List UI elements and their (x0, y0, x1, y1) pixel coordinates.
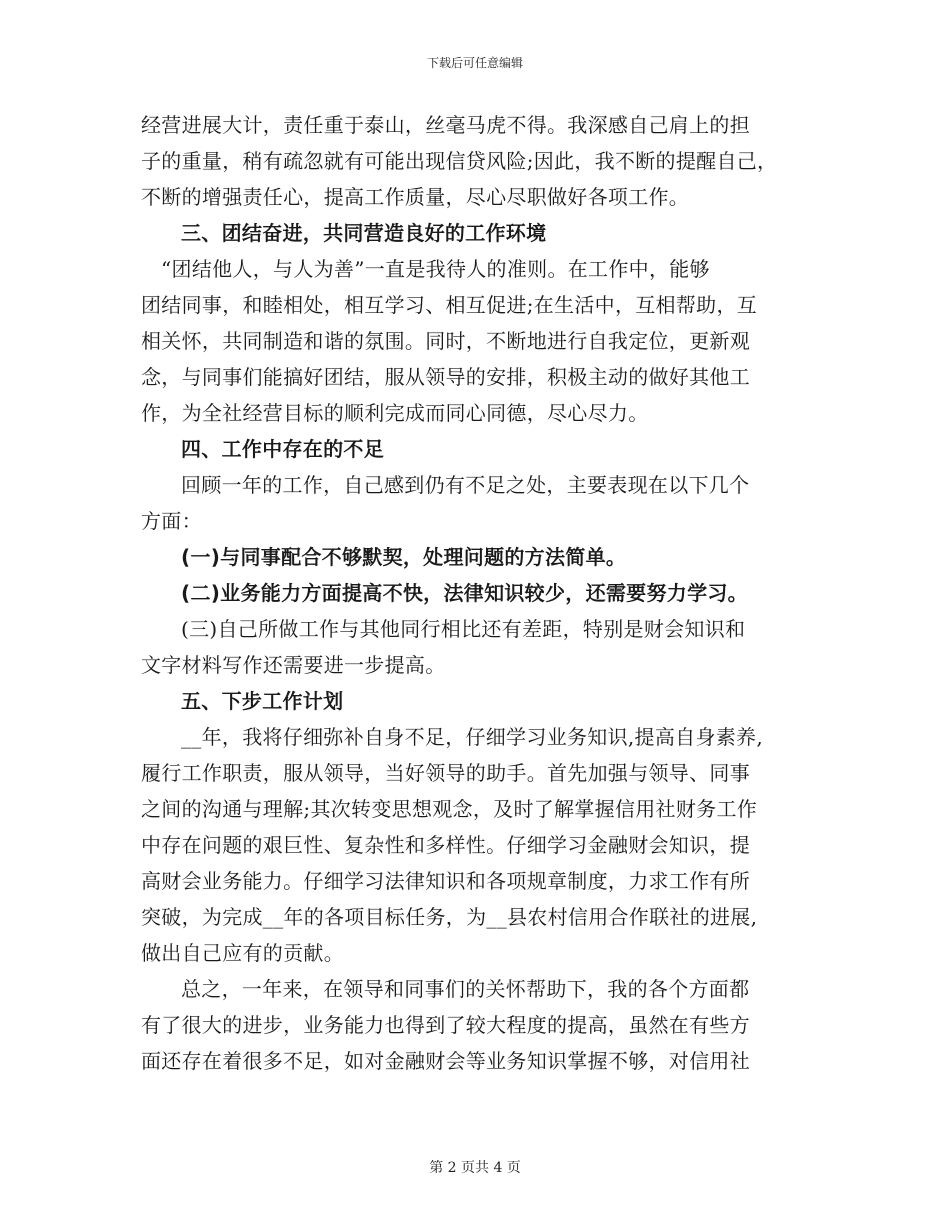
paragraph-line: 履行工作职责，服从领导，当好领导的助手。首先加强与领导、同事 (141, 761, 750, 785)
paragraph-line: 突破，为完成__年的各项目标任务，为__县农村信用合作联社的进展, (141, 905, 758, 929)
section-heading-line: (一)与同事配合不够默契，处理问题的方法简单。 (181, 545, 627, 569)
paragraph-line: 高财会业务能力。仔细学习法律知识和各项规章制度，力求工作有所 (141, 869, 750, 893)
paragraph-line: (三)自己所做工作与其他同行相比还有差距，特别是财会知识和 (181, 617, 746, 641)
paragraph-line: 子的重量，稍有疏忽就有可能出现信贷风险;因此，我不断的提醒自己， (141, 149, 778, 173)
paragraph-line: 之间的沟通与理解;其次转变思想观念，及时了解掌握信用社财务工作 (141, 797, 758, 821)
paragraph-line: 不断的增强责任心，提高工作质量，尽心尽职做好各项工作。 (141, 185, 690, 209)
paragraph-line: 有了很大的进步，业务能力也得到了较大程度的提高，虽然在有些方 (141, 1013, 750, 1037)
paragraph-line: 文字材料写作还需要进一步提高。 (141, 653, 446, 677)
paragraph-line: 回顾一年的工作，自己感到仍有不足之处，主要表现在以下几个 (181, 473, 750, 497)
section-heading-line: 四、工作中存在的不足 (181, 437, 384, 461)
paragraph-line: 团结同事，和睦相处，相互学习、相互促进;在生活中，互相帮助，互 (141, 293, 758, 317)
paragraph-line: 方面： (141, 509, 202, 533)
document-body (141, 110, 813, 1077)
page-header-note: 下载后可任意编辑 (426, 56, 523, 70)
section-heading-line: 三、团结奋进，共同营造良好的工作环境 (181, 221, 547, 245)
paragraph-line: “团结他人，与人为善”一直是我待人的准则。在工作中，能够 (161, 257, 710, 281)
paragraph-line: 作，为全社经营目标的顺利完成而同心同德，尽心尽力。 (141, 401, 649, 425)
paragraph-line: __年，我将仔细弥补自身不足，仔细学习业务知识,提高自身素养, (181, 725, 764, 749)
paragraph-line: 经营进展大计，责任重于泰山，丝毫马虎不得。我深感自己肩上的担 (141, 113, 750, 137)
paragraph-line: 做出自己应有的贡献。 (141, 941, 344, 965)
paragraph-line: 总之，一年来，在领导和同事们的关怀帮助下，我的各个方面都 (181, 977, 750, 1001)
paragraph-line: 相关怀，共同制造和谐的氛围。同时，不断地进行自我定位，更新观 (141, 329, 750, 353)
section-heading-line: 五、下步工作计划 (181, 689, 344, 713)
paragraph-line: 面还存在着很多不足，如对金融财会等业务知识掌握不够，对信用社 (141, 1049, 750, 1073)
section-heading-line: (二)业务能力方面提高不快，法律知识较少，还需要努力学习。 (181, 581, 748, 605)
paragraph-line: 念，与同事们能搞好团结，服从领导的安排，积极主动的做好其他工 (141, 365, 750, 389)
paragraph-line: 中存在问题的艰巨性、复杂性和多样性。仔细学习金融财会知识，提 (141, 833, 750, 857)
page-number-footer: 第 2 页共 4 页 (429, 1160, 521, 1176)
